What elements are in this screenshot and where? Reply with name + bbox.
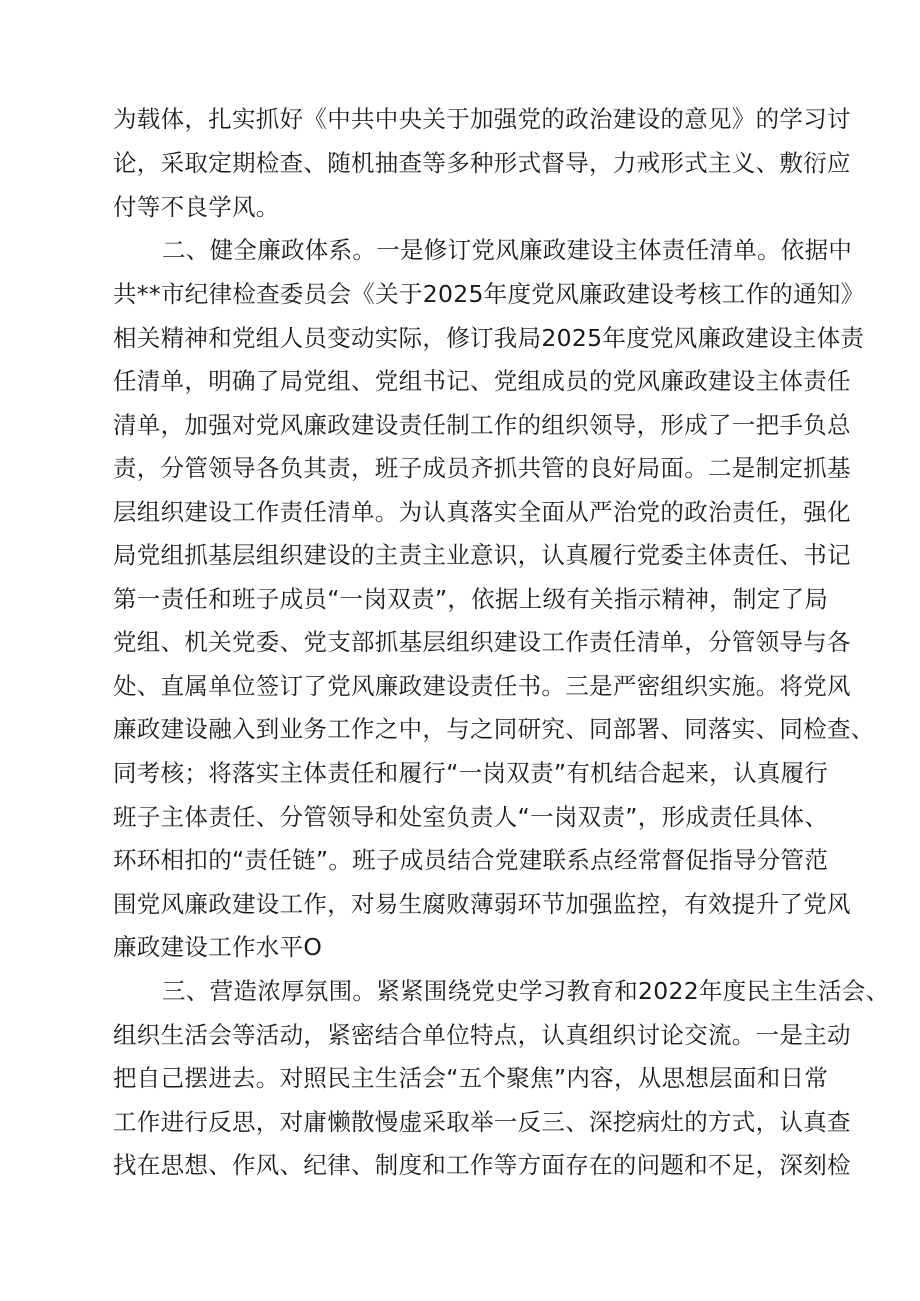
text-line: 局党组抓基层组织建设的主责主业意识，认真履行党委主体责任、书记	[113, 541, 851, 569]
text-line: 同考核；将落实主体责任和履行“一岗双责”有机结合起来，认真履行	[113, 759, 829, 787]
text-line: 找在思想、作风、纪律、制度和工作等方面存在的问题和不足，深刻检	[113, 1151, 851, 1179]
text-line: 廉政建设工作水平O	[113, 933, 323, 961]
text-line: 环环相扣的“责任链”。班子成员结合党建联系点经常督促指导分管范	[113, 846, 829, 874]
text-line: 为载体，扎实抓好《中共中央关于加强党的政治建设的意见》的学习讨	[113, 105, 851, 133]
text-line: 工作进行反思，对庸懒散慢虚采取举一反三、深挖病灶的方式，认真查	[113, 1108, 851, 1136]
text-line: 二、健全廉政体系。一是修订党风廉政建设主体责任清单。依据中	[162, 236, 853, 264]
text-line: 把自己摆进去。对照民主生活会“五个聚焦”内容，从思想层面和日常	[113, 1064, 829, 1092]
text-line: 党组、机关党委、党支部抓基层组织建设工作责任清单，分管领导与各	[113, 628, 851, 656]
text-line: 廉政建设融入到业务工作之中，与之同研究、同部署、同落实、同检查、	[113, 715, 875, 743]
text-line: 班子主体责任、分管领导和处室负责人“一岗双责”，形成责任具体、	[113, 803, 829, 831]
text-line: 任清单，明确了局党组、党组书记、党组成员的党风廉政建设主体责任	[113, 367, 851, 395]
text-line: 第一责任和班子成员“一岗双责”，依据上级有关指示精神，制定了局	[113, 585, 829, 613]
text-line: 层组织建设工作责任清单。为认真落实全面从严治党的政治责任，强化	[113, 498, 851, 526]
text-line: 围党风廉政建设工作，对易生腐败薄弱环节加强监控，有效提升了党风	[113, 890, 851, 918]
text-line: 相关精神和党组人员变动实际，修订我局2025年度党风廉政建设主体责	[113, 324, 865, 352]
text-line: 论，采取定期检查、随机抽查等多种形式督导，力戒形式主义、敷衍应	[113, 149, 851, 177]
text-line: 三、营造浓厚氛围。紧紧围绕党史学习教育和2022年度民主生活会、	[162, 977, 890, 1005]
text-line: 付等不良学风。	[113, 193, 280, 221]
text-line: 组织生活会等活动，紧密结合单位特点，认真组织讨论交流。一是主动	[113, 1021, 851, 1049]
text-line: 清单，加强对党风廉政建设责任制工作的组织领导，形成了一把手负总	[113, 411, 851, 439]
text-line: 责，分管领导各负其责，班子成员齐抓共管的良好局面。二是制定抓基	[113, 454, 851, 482]
text-line: 处、直属单位签订了党风廉政建设责任书。三是严密组织实施。将党风	[113, 672, 851, 700]
text-line: 共**市纪律检查委员会《关于2025年度党风廉政建设考核工作的通知》	[113, 280, 865, 308]
